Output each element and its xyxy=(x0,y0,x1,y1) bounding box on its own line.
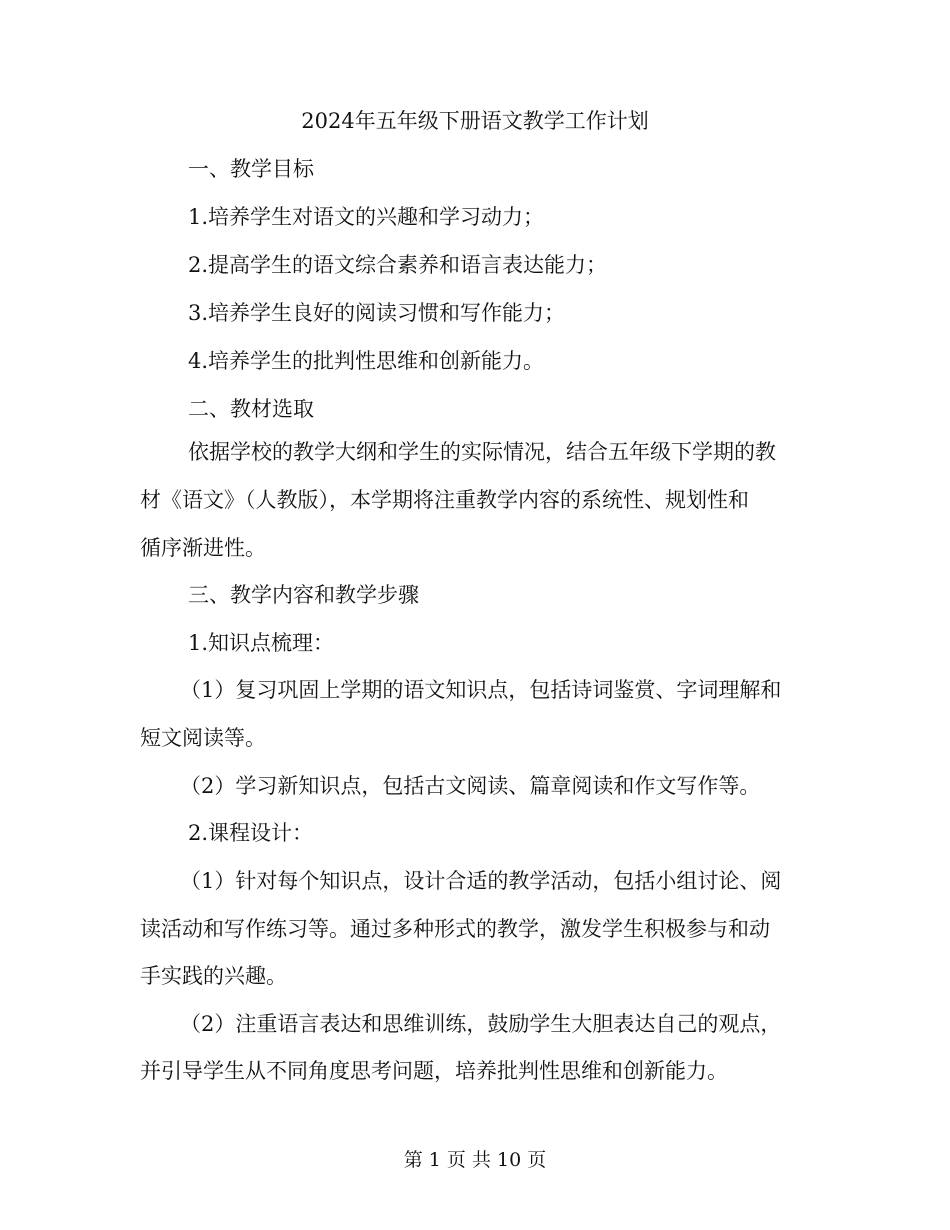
goal-item-1: 1.培养学生对语文的兴趣和学习动力； xyxy=(188,205,545,229)
design-item-2-line-2: 并引导学生从不同角度思考问题，培养批判性思维和创新能力。 xyxy=(140,1059,728,1083)
design-item-1-line-2: 读活动和写作练习等。通过多种形式的教学，激发学生积极参与和动 xyxy=(140,917,770,941)
page-number-footer: 第 1 页 共 10 页 xyxy=(403,1149,547,1171)
section-heading-teaching-goals: 一、教学目标 xyxy=(188,157,314,181)
materials-paragraph-line-1: 依据学校的教学大纲和学生的实际情况，结合五年级下学期的教 xyxy=(188,440,776,464)
materials-paragraph-line-3: 循序渐进性。 xyxy=(140,536,266,560)
goal-item-3: 3.培养学生良好的阅读习惯和写作能力； xyxy=(188,301,566,325)
goal-item-4: 4.培养学生的批判性思维和创新能力。 xyxy=(188,349,545,373)
section-heading-content-steps: 三、教学内容和教学步骤 xyxy=(188,583,419,607)
section-heading-materials: 二、教材选取 xyxy=(188,397,314,421)
goal-item-2: 2.提高学生的语文综合素养和语言表达能力； xyxy=(188,253,608,277)
knowledge-item-1-line-1: （1）复习巩固上学期的语文知识点，包括诗词鉴赏、字词理解和 xyxy=(180,678,782,702)
design-item-1-line-1: （1）针对每个知识点，设计合适的教学活动，包括小组讨论、阅 xyxy=(180,869,782,893)
subsection-knowledge-review: 1.知识点梳理： xyxy=(188,631,335,655)
design-item-1-line-3: 手实践的兴趣。 xyxy=(140,964,287,988)
design-item-2-line-1: （2）注重语言表达和思维训练，鼓励学生大胆表达自己的观点， xyxy=(180,1012,782,1036)
knowledge-item-1-line-2: 短文阅读等。 xyxy=(140,726,266,750)
materials-paragraph-line-2: 材《语文》（人教版），本学期将注重教学内容的系统性、规划性和 xyxy=(140,488,749,512)
document-title: 2024年五年级下册语文教学工作计划 xyxy=(301,109,649,133)
subsection-course-design: 2.课程设计： xyxy=(188,821,314,845)
knowledge-item-2: （2）学习新知识点，包括古文阅读、篇章阅读和作文写作等。 xyxy=(180,774,761,798)
